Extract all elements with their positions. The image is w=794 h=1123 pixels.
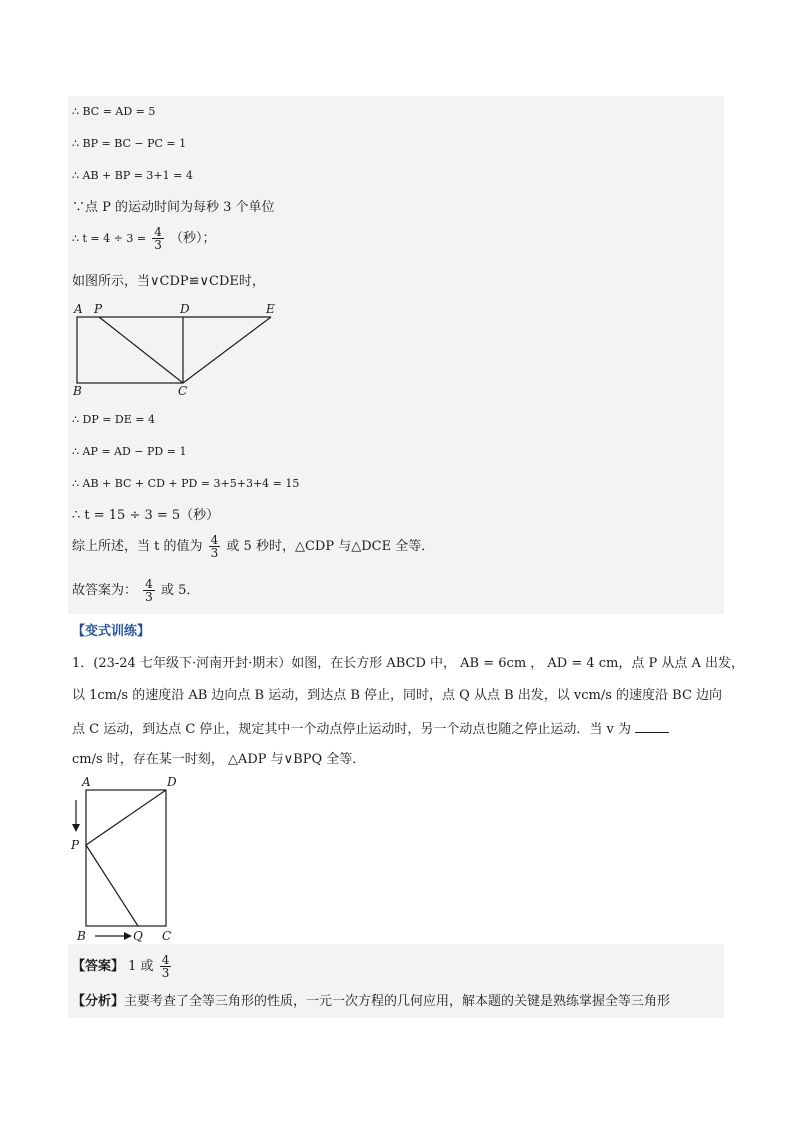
fraction-numerator: 4 xyxy=(145,577,153,591)
segment-ec xyxy=(183,317,271,383)
summary-line xyxy=(72,534,434,559)
figure-rectangle-cdp-cde xyxy=(70,300,290,400)
fraction-denominator: 3 xyxy=(210,546,219,560)
summary-suffix: 或 5 秒时，△CDP 与△DCE 全等． xyxy=(226,539,435,554)
section-title: 【变式训练】 xyxy=(72,624,151,639)
problem-line-3 xyxy=(72,720,669,738)
solution2-line-1: ∴ DP = DE = 4 xyxy=(72,413,155,426)
time-formula-line xyxy=(72,226,215,251)
analysis-label: 【分析】 xyxy=(72,994,125,1009)
arrow-down-icon xyxy=(72,824,80,832)
analysis-line xyxy=(72,994,670,1010)
label-c: C xyxy=(162,929,172,943)
fraction-denominator: 3 xyxy=(154,238,162,252)
summary-prefix: 综上所述，当 t 的值为 xyxy=(72,539,203,554)
time-formula-suffix: （秒）； xyxy=(169,231,216,246)
fraction-denominator: 3 xyxy=(145,590,153,604)
fraction-numerator: 4 xyxy=(210,533,219,547)
analysis-text: 主要考查了全等三角形的性质，一元一次方程的几何应用，解本题的关键是熟练掌握全等三角形 xyxy=(124,994,671,1009)
fraction-denominator: 3 xyxy=(161,966,170,980)
label-e: E xyxy=(266,302,275,316)
figure-rectangle-abcd-pq xyxy=(68,772,188,944)
label-a: A xyxy=(82,775,91,789)
fraction-numerator: 4 xyxy=(161,953,170,967)
label-d: D xyxy=(167,775,177,789)
solution2-line-4: ∴ t = 15 ÷ 3 = 5（秒） xyxy=(72,508,220,523)
time-formula-prefix: ∴ t = 4 ÷ 3 = xyxy=(72,232,147,245)
answer-prefix: 1 或 xyxy=(128,959,154,974)
problem-line-1: 1．(23-24 七年级下·河南开封·期末）如图，在长方形 ABCD 中， AB = 6cm ， AD = 4 cm，点 P 从点 A 出发， xyxy=(72,656,745,671)
rectangle-abcd xyxy=(77,317,183,383)
label-p: P xyxy=(94,302,103,316)
solution2-line-3: ∴ AB + BC + CD + PD = 3+5+3+4 = 15 xyxy=(72,477,300,490)
segment-pq xyxy=(86,845,138,926)
summary-fraction xyxy=(209,534,221,559)
rectangle-abcd xyxy=(86,790,166,926)
label-c: C xyxy=(178,384,188,398)
solution-line-2: ∴ BP = BC − PC = 1 xyxy=(72,137,187,150)
arrow-right-icon xyxy=(124,932,132,940)
segment-pc xyxy=(99,317,183,383)
as-shown-line: 如图所示，当∨CDP≌∨CDE时， xyxy=(72,274,265,289)
fraction-numerator: 4 xyxy=(154,225,162,239)
answer-blank xyxy=(635,720,669,733)
label-a: A xyxy=(74,302,83,316)
problem-line-3-text: 点 C 运动，到达点 C 停止，规定其中一个动点停止运动时，另一个动点也随之停止运动．当 v 为 xyxy=(72,722,632,737)
problem-line-4 xyxy=(72,752,365,768)
answer-statement-prefix: 故答案为： xyxy=(72,583,138,598)
answer-label: 【答案】 xyxy=(72,959,125,974)
solution2-line-2: ∴ AP = AD − PD = 1 xyxy=(72,445,187,458)
problem-line-4-b: △ADP 与∨BPQ 全等． xyxy=(227,752,366,767)
answer-fraction xyxy=(160,954,172,979)
answer-line xyxy=(72,954,173,979)
segment-pd xyxy=(86,790,166,845)
solution-line-3: ∴ AB + BP = 3+1 = 4 xyxy=(72,169,193,182)
problem-line-4-a: cm/s 时，存在某一时刻， xyxy=(72,752,224,767)
answer-statement-suffix: 或 5． xyxy=(160,583,200,598)
solution-line-1: ∴ BC = AD = 5 xyxy=(72,105,156,118)
solution-line-4: ∵点 P 的运动时间为每秒 3 个单位 xyxy=(72,200,275,215)
time-fraction xyxy=(152,226,164,251)
answer-statement-fraction xyxy=(143,578,155,603)
label-b: B xyxy=(77,929,86,943)
label-b: B xyxy=(73,384,82,398)
label-p: P xyxy=(71,838,80,852)
answer-statement-line xyxy=(72,578,199,603)
label-q: Q xyxy=(133,929,143,943)
label-d: D xyxy=(180,302,190,316)
problem-line-2: 以 1cm/s 的速度沿 AB 边向点 B 运动，到达点 B 停止，同时，点 Q 从点 B 出发，以 vcm/s 的速度沿 BC 边向 xyxy=(72,688,723,703)
